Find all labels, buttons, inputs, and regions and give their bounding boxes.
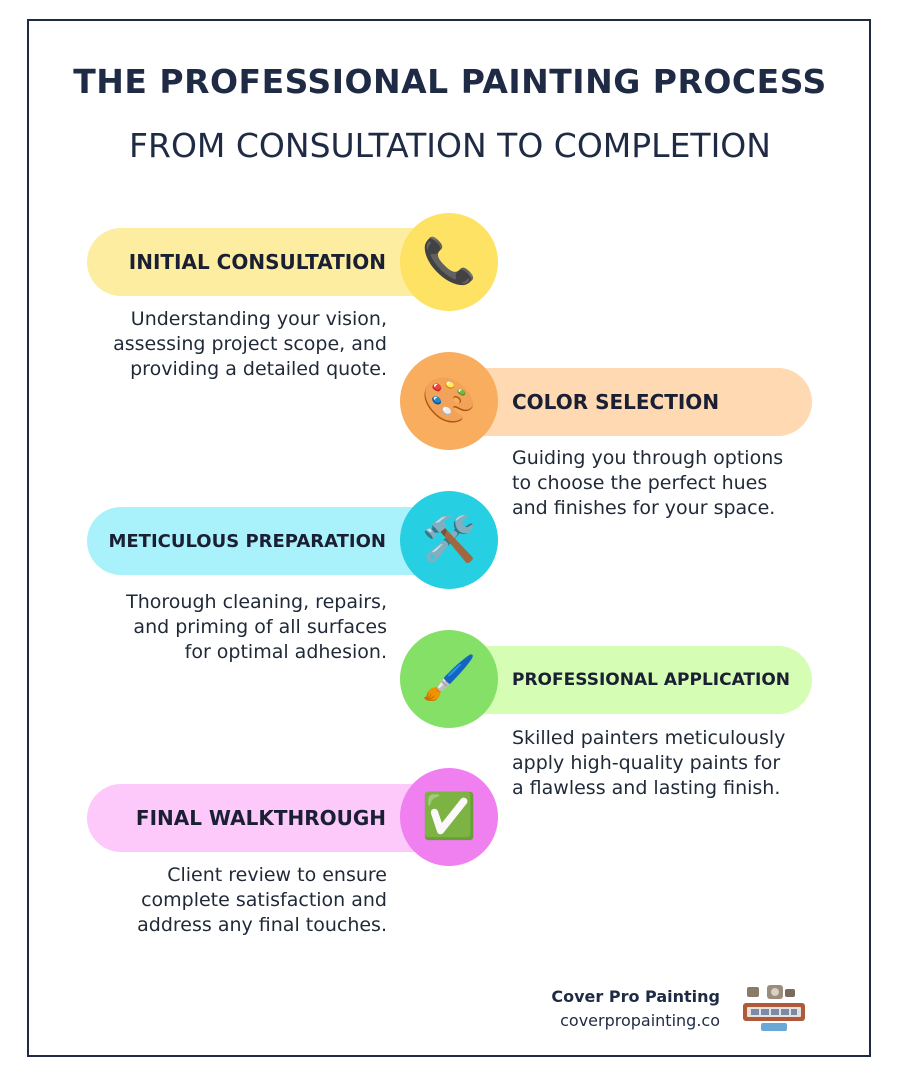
step-preparation-pill <box>87 507 447 575</box>
step-consultation-description: Understanding your vision, assessing project scope, and providing a detailed quote. <box>113 308 387 380</box>
step-color-selection-description: Guiding you through options to choose the perfect hues and finishes for your space. <box>512 447 784 519</box>
step-preparation-description: Thorough cleaning, repairs, and priming of all surfaces for optimal adhesion. <box>126 591 387 663</box>
page-subtitle: FROM CONSULTATION TO COMPLETION <box>129 126 771 165</box>
step-application-description: Skilled painters meticulously apply high-quality paints for a flawless and lasting finish. <box>512 727 786 799</box>
paintbrush-icon: 🖌️ <box>400 630 498 728</box>
check-mark-icon: ✅ <box>400 768 498 866</box>
step-consultation-pill <box>87 228 447 296</box>
telephone-icon: 📞 <box>400 213 498 311</box>
page-title: THE PROFESSIONAL PAINTING PROCESS <box>73 62 827 101</box>
step-application-title: PROFESSIONAL APPLICATION <box>512 670 791 690</box>
step-consultation-title: INITIAL CONSULTATION <box>128 250 386 274</box>
step-walkthrough-description: Client review to ensure complete satisfaction and address any final touches. <box>137 864 387 936</box>
company-logo-icon <box>741 983 807 1033</box>
tools-icon: 🛠️ <box>400 491 498 589</box>
step-color-selection-title: COLOR SELECTION <box>512 390 720 414</box>
palette-icon: 🎨 <box>400 352 498 450</box>
footer <box>551 986 720 1034</box>
step-walkthrough-title: FINAL WALKTHROUGH <box>135 806 386 830</box>
step-walkthrough-pill <box>87 784 447 852</box>
company-name: Cover Pro Painting <box>551 987 720 1006</box>
step-color-selection-pill <box>450 368 812 436</box>
step-preparation-title: METICULOUS PREPARATION <box>108 530 386 552</box>
step-application-pill <box>450 646 812 714</box>
company-website-link[interactable]: coverpropainting.co <box>560 1011 720 1030</box>
